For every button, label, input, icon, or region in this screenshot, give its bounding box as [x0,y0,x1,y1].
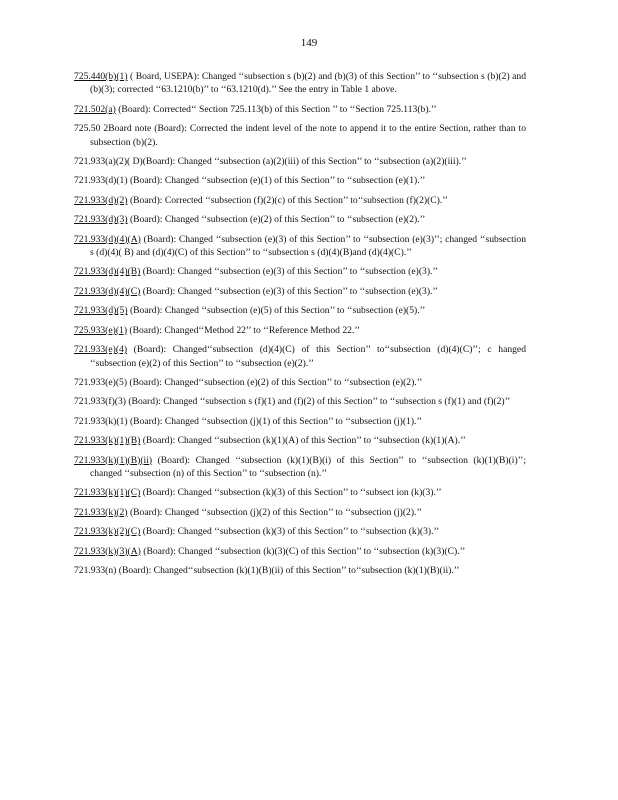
section-reference: 721.933(d)(5) [74,305,128,317]
section-reference: 721.933(d)(4)(B) [74,266,141,278]
section-reference: 721.502(a) [74,103,116,115]
section-reference: 725.440(b)(1) [74,71,128,82]
amendment-entry [74,304,526,317]
amendment-entry [74,265,526,278]
section-reference: 721.933(n) [74,564,117,576]
amendment-description: (Board): Changed ‘‘subsection (k)(3) of this Section’’ to ‘‘subsection (k)(3).’’ [140,526,440,538]
amendment-entry [74,525,526,538]
amendment-description: (Board): Changed ‘‘subsection (e)(1) of this Section’’ to ‘‘subsection (e)(1).’’ [127,175,426,187]
amendment-description: (Board): Changed‘‘subsection (d)(4)(C) of this Section’’ to‘‘subsection (d)(4)(C)’’; c hanged ‘‘subsection (e)(2) of this Section’’ to ‘‘subsection (e)(2).’’ [90,344,526,369]
amendment-entry [74,122,526,149]
section-reference: 721.933(f)(3) [74,396,126,408]
section-reference: 721.933(d)(1) [74,175,128,187]
amendment-entry [74,486,526,499]
section-reference: 721.933(k)(1)(C) [74,487,141,499]
amendment-entry [74,376,526,389]
amendment-description: (Board): Corrected‘‘ Section 725.113(b) of this Section ’’ to ‘‘Section 725.113(b).’’ [115,103,437,115]
amendment-description: (Board): Changed‘‘subsection (k)(1)(B)(ii) of this Section’’ to‘‘subsection (k)(1)(B)(ii).’’ [116,564,460,576]
amendment-entry [74,415,526,428]
section-reference: 721.933(k)(2)(C) [74,526,141,538]
amendment-description: (Board): Changed ‘‘subsection (k)(3) of this Section’’ to ‘‘subsect ion (k)(3).’’ [140,487,442,499]
amendment-entry [74,324,526,337]
amendment-description: (Board): Changed‘‘subsection (e)(2) of this Section’’ to ‘‘subsection (e)(2).’’ [127,376,423,388]
amendment-entry [74,70,526,97]
section-reference: 725.933(e)(1) [74,324,128,336]
section-reference: 721.933(d)(4)(A) [74,233,141,245]
section-reference: 725.50 [74,123,101,135]
amendment-entry [74,434,526,447]
amendment-description: (Board): Changed ‘‘subsection s (f)(1) and (f)(2) of this Section’’ to ‘‘subsection s (f)(1) and (f)(2)’’ [125,396,511,408]
section-reference: 721.933(d)(4)(C) [74,285,141,297]
amendment-description: ( Board, USEPA): Changed ‘‘subsection s (b)(2) and (b)(3) of this Section’’ to ‘‘subsection s (b)(2) and (b)(3); corrected ‘‘63.1210(b)’’ to ‘‘63.1210(d).’’ See the entry in Table 1 above. [90,71,526,96]
amendment-entry [74,103,526,116]
amendment-entry [74,155,526,168]
amendment-description: (Board): Changed ‘‘subsection (e)(5) of this Section’’ to ‘‘subsection (e)(5).’’ [127,305,426,317]
amendment-entry [74,213,526,226]
amendment-entry [74,343,526,370]
amendment-entry [74,545,526,558]
amendment-description: (Board): Changed ‘‘subsection (e)(3) of this Section’’ to ‘‘subsection (e)(3)’’; changed ‘‘subsection s (d)(4)( B) and (d)(4)(C) of this Section’’ to ‘‘subsection s (d)(4)(B)and (d)(4)(C).’’ [90,233,526,259]
amendment-entry [74,233,526,260]
section-reference: 721.933(k)(2) [74,506,128,518]
section-reference: 721.933(e)(5) [74,376,128,388]
section-reference: 721.933(a)(2)( [74,156,131,168]
amendment-description: (Board): Changed ‘‘subsection (e)(3) of this Section’’ to ‘‘subsection (e)(3).’’ [140,266,439,278]
amendment-description: 2Board note (Board): Corrected the indent level of the note to append it to the entire Section, rather than to subsection (b)(2). [90,123,526,148]
section-reference: 721.933(d)(3) [74,214,128,226]
amendment-entry [74,395,526,408]
section-reference: 721.933(d)(2) [74,194,128,206]
amendment-entry [74,174,526,187]
section-reference: 721.933(k)(3)(A) [74,545,141,557]
amendment-description: (Board): Changed ‘‘subsection (k)(1)(A) of this Section’’ to ‘‘subsection (k)(1)(A).’’ [140,435,466,447]
amendment-description: (Board): Changed ‘‘subsection (j)(2) of this Section’’ to ‘‘subsection (j)(2).’’ [127,506,423,518]
section-reference: 721.933(e)(4) [74,344,128,356]
amendment-description: (Board): Changed ‘‘subsection (j)(1) of this Section’’ to ‘‘subsection (j)(1).’’ [127,415,423,427]
amendment-description: (Board): Corrected ‘‘subsection (f)(2)(c) of this Section’’ to‘‘subsection (f)(2)(C).’’ [127,194,448,206]
amendment-description: (Board): Changed ‘‘subsection (e)(2) of this Section’’ to ‘‘subsection (e)(2).’’ [127,214,426,226]
amendment-entry [74,194,526,207]
amendment-description: (Board): Changed‘‘Method 22’’ to ‘‘Reference Method 22.’’ [127,324,361,336]
amendment-entry [74,506,526,519]
amendment-description: (Board): Changed ‘‘subsection (k)(1)(B)(i) of this Section’’ to ‘‘subsection (k)(1)(B)(i)’’; changed ‘‘subsection (n) of this Section’’ to ‘‘subsection (n).’’ [90,454,526,479]
page-number: 149 [300,37,318,49]
amendment-description: (Board): Changed ‘‘subsection (e)(3) of this Section’’ to ‘‘subsection (e)(3).’’ [140,285,439,297]
amendment-entries-list [74,70,526,583]
section-reference: 721.933(k)(1)(B)(ii) [74,454,153,466]
section-reference: 721.933(k)(1)(B) [74,435,141,447]
section-reference: 721.933(k)(1) [74,415,128,427]
amendment-entry [74,285,526,298]
amendment-entry [74,564,526,577]
amendment-entry [74,454,526,481]
amendment-description: D)(Board): Changed ‘‘subsection (a)(2)(iii) of this Section’’ to ‘‘subsection (a)(2)(iii).’’ [130,156,467,168]
amendment-description: (Board): Changed ‘‘subsection (k)(3)(C) of this Section’’ to ‘‘subsection (k)(3)(C).’’ [140,545,466,557]
